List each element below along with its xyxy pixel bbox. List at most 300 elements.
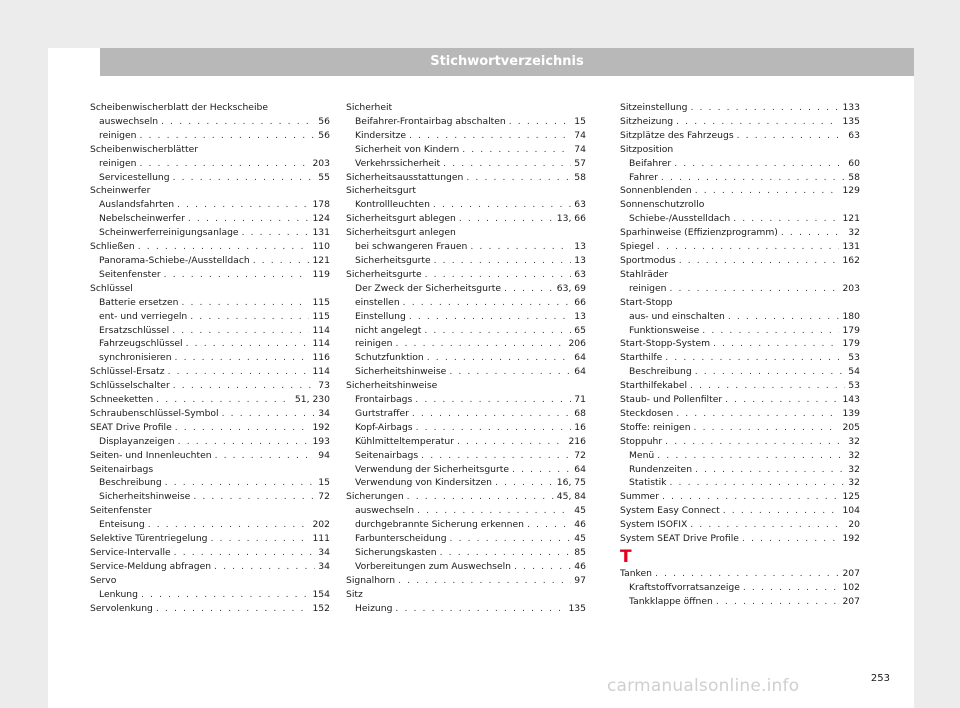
index-subentry bbox=[90, 476, 330, 490]
entry-page-ref: 45, 84 bbox=[556, 491, 586, 503]
dot-leader bbox=[177, 198, 309, 212]
dot-leader bbox=[457, 435, 565, 449]
dot-leader bbox=[690, 518, 845, 532]
entry-term: System SEAT Drive Profile bbox=[620, 533, 739, 545]
entry-page-ref: 178 bbox=[312, 199, 330, 211]
entry-term: Sitzeinstellung bbox=[620, 102, 688, 113]
index-heading: Sitzposition bbox=[620, 143, 674, 155]
dot-leader bbox=[175, 421, 310, 435]
dot-leader bbox=[665, 351, 845, 365]
dot-leader bbox=[193, 490, 315, 504]
entry-page-ref: 63 bbox=[848, 129, 860, 141]
entry-term: Kindersitze bbox=[355, 129, 407, 141]
index-subentry bbox=[620, 476, 860, 490]
entry-term: Sicherheitsgurte bbox=[346, 268, 422, 280]
index-entry bbox=[620, 407, 860, 421]
entry-term: Sonnenblenden bbox=[620, 185, 692, 197]
index-subentry bbox=[620, 310, 860, 324]
entry-page-ref: 129 bbox=[842, 185, 860, 197]
dot-leader bbox=[713, 337, 839, 351]
dot-leader bbox=[215, 449, 316, 463]
entry-term: Schlüsselschalter bbox=[90, 380, 170, 392]
entry-term: aus- und einschalten bbox=[629, 310, 725, 322]
index-subentry bbox=[346, 240, 586, 254]
index-column-1 bbox=[90, 101, 330, 616]
entry-term: Beschreibung bbox=[629, 366, 692, 378]
entry-page-ref: 121 bbox=[842, 213, 860, 225]
index-entry bbox=[620, 379, 860, 393]
index-subentry bbox=[346, 324, 586, 338]
index-entry bbox=[620, 532, 860, 546]
entry-term: Schutzfunktion bbox=[355, 352, 424, 364]
dot-leader bbox=[743, 581, 840, 595]
entry-term: Steckdosen bbox=[620, 407, 674, 419]
entry-term: Beschreibung bbox=[99, 477, 162, 489]
entry-page-ref: 45 bbox=[574, 505, 586, 517]
entry-term: Enteisung bbox=[99, 519, 145, 531]
index-column-2 bbox=[346, 101, 586, 616]
entry-term: Sportmodus bbox=[620, 254, 676, 266]
entry-term: Fahrer bbox=[629, 171, 658, 183]
entry-page-ref: 102 bbox=[842, 581, 860, 593]
index-subentry bbox=[346, 115, 586, 129]
entry-term: Panorama-Schiebe-/Ausstelldach bbox=[99, 254, 250, 266]
entry-page-ref: 63, 69 bbox=[556, 282, 586, 294]
entry-page-ref: 64 bbox=[574, 352, 586, 364]
index-entry bbox=[620, 351, 860, 365]
entry-term: Sicherungen bbox=[346, 491, 404, 503]
index-entry bbox=[346, 212, 586, 226]
index-heading: Servo bbox=[90, 574, 117, 586]
entry-page-ref: 116 bbox=[312, 352, 330, 364]
index-subentry bbox=[620, 282, 860, 296]
index-subentry bbox=[620, 365, 860, 379]
index-subentry bbox=[346, 546, 586, 560]
index-subentry bbox=[90, 337, 330, 351]
entry-term: Seiten- und Innenleuchten bbox=[90, 449, 212, 461]
entry-page-ref: 115 bbox=[312, 296, 330, 308]
index-subentry bbox=[620, 212, 860, 226]
index-subentry bbox=[90, 212, 330, 226]
entry-page-ref: 203 bbox=[312, 157, 330, 169]
index-entry bbox=[620, 115, 860, 129]
index-subentry bbox=[620, 595, 860, 609]
entry-term: Starthilfe bbox=[620, 352, 663, 364]
entry-term: Starthilfekabel bbox=[620, 380, 688, 392]
entry-term: Summer bbox=[620, 491, 659, 503]
entry-page-ref: 15 bbox=[574, 115, 586, 127]
entry-page-ref: 63 bbox=[574, 199, 586, 211]
dot-leader bbox=[434, 254, 572, 268]
index-entry bbox=[90, 532, 330, 546]
entry-term: Kraftstoffvorratsanzeige bbox=[629, 581, 740, 593]
entry-term: Schneeketten bbox=[90, 394, 154, 406]
dot-leader bbox=[139, 157, 309, 171]
entry-term: Selektive Türentriegelung bbox=[90, 533, 208, 545]
entry-page-ref: 55 bbox=[318, 171, 330, 183]
index-subentry bbox=[90, 490, 330, 504]
index-subentry bbox=[346, 560, 586, 574]
dot-leader bbox=[702, 324, 839, 338]
entry-page-ref: 13 bbox=[574, 310, 586, 322]
dot-leader bbox=[398, 574, 571, 588]
entry-page-ref: 180 bbox=[842, 310, 860, 322]
entry-page-ref: 114 bbox=[312, 338, 330, 350]
index-subentry bbox=[346, 143, 586, 157]
entry-term: Menü bbox=[629, 449, 655, 461]
entry-page-ref: 125 bbox=[842, 491, 860, 503]
dot-leader bbox=[173, 379, 316, 393]
index-entry bbox=[346, 171, 586, 185]
index-subentry bbox=[90, 198, 330, 212]
entry-term: einstellen bbox=[355, 296, 400, 308]
dot-leader bbox=[504, 282, 554, 296]
entry-page-ref: 13 bbox=[574, 254, 586, 266]
dot-leader bbox=[186, 337, 310, 351]
index-heading: Sitz bbox=[346, 588, 363, 600]
entry-page-ref: 110 bbox=[312, 241, 330, 253]
entry-term: Kontrollleuchten bbox=[355, 199, 430, 211]
entry-term: Schließen bbox=[90, 241, 135, 253]
entry-page-ref: 94 bbox=[318, 449, 330, 461]
entry-page-ref: 121 bbox=[312, 254, 330, 266]
index-heading: Sicherheitshinweise bbox=[346, 380, 438, 392]
entry-page-ref: 124 bbox=[312, 213, 330, 225]
entry-term: Beifahrer-Frontairbag abschalten bbox=[355, 115, 506, 127]
dot-leader bbox=[161, 115, 315, 129]
index-heading: Sicherheitsgurt anlegen bbox=[346, 227, 456, 239]
dot-leader bbox=[433, 198, 571, 212]
index-heading: Start-Stopp bbox=[620, 296, 673, 308]
index-entry bbox=[620, 184, 860, 198]
index-heading: Seitenairbags bbox=[90, 463, 154, 475]
index-entry bbox=[620, 518, 860, 532]
index-heading: Scheinwerfer bbox=[90, 185, 151, 197]
index-heading: Stahlräder bbox=[620, 268, 669, 280]
entry-term: SEAT Drive Profile bbox=[90, 421, 172, 433]
index-subentry bbox=[620, 324, 860, 338]
dot-leader bbox=[165, 476, 316, 490]
index-subentry bbox=[90, 171, 330, 185]
index-entry bbox=[620, 567, 860, 581]
dot-leader bbox=[728, 310, 840, 324]
dot-leader bbox=[168, 365, 310, 379]
dot-leader bbox=[211, 532, 310, 546]
index-subentry bbox=[346, 337, 586, 351]
index-subentry bbox=[90, 254, 330, 268]
entry-term: Sicherheitsausstattungen bbox=[346, 171, 464, 183]
entry-page-ref: 207 bbox=[842, 568, 860, 579]
dot-leader bbox=[181, 296, 309, 310]
section-title: Stichwortverzeichnis bbox=[430, 54, 584, 69]
entry-term: Schlüssel-Ersatz bbox=[90, 366, 165, 378]
index-subentry bbox=[346, 296, 586, 310]
entry-page-ref: 32 bbox=[848, 463, 860, 475]
dot-leader bbox=[425, 268, 572, 282]
entry-term: Farbunterscheidung bbox=[355, 533, 447, 545]
entry-page-ref: 192 bbox=[842, 533, 860, 545]
dot-leader bbox=[495, 476, 554, 490]
entry-page-ref: 65 bbox=[574, 324, 586, 336]
entry-page-ref: 15 bbox=[318, 477, 330, 489]
entry-page-ref: 114 bbox=[312, 366, 330, 378]
entry-term: Sparhinweise (Effizienzprogramm) bbox=[620, 227, 778, 239]
entry-page-ref: 192 bbox=[312, 421, 330, 433]
entry-page-ref: 179 bbox=[842, 324, 860, 336]
dot-leader bbox=[450, 532, 572, 546]
entry-page-ref: 34 bbox=[318, 547, 330, 558]
dot-leader bbox=[440, 546, 572, 560]
entry-page-ref: 97 bbox=[574, 574, 586, 586]
entry-term: Ersatzschlüssel bbox=[99, 324, 170, 336]
dot-leader bbox=[459, 212, 554, 226]
entry-term: Sicherheitsgurte bbox=[355, 254, 431, 266]
index-subentry bbox=[346, 157, 586, 171]
dot-leader bbox=[415, 393, 571, 407]
dot-leader bbox=[407, 490, 554, 504]
dot-leader bbox=[716, 595, 840, 609]
dot-leader bbox=[424, 324, 571, 338]
index-heading: Scheibenwischerblätter bbox=[90, 143, 199, 155]
dot-leader bbox=[164, 268, 310, 282]
dot-leader bbox=[395, 602, 565, 616]
dot-leader bbox=[214, 560, 315, 574]
index-subentry bbox=[90, 268, 330, 282]
entry-page-ref: 16, 75 bbox=[556, 477, 586, 489]
dot-leader bbox=[421, 449, 571, 463]
entry-term: Einstellung bbox=[355, 310, 406, 322]
entry-term: durchgebrannte Sicherung erkennen bbox=[355, 519, 524, 531]
index-heading: Sonnenschutzrollo bbox=[620, 199, 705, 211]
entry-page-ref: 34 bbox=[318, 560, 330, 572]
dot-leader bbox=[139, 129, 315, 143]
watermark: carmanualsonline.info bbox=[607, 676, 800, 696]
entry-page-ref: 162 bbox=[842, 254, 860, 266]
dot-leader bbox=[462, 143, 571, 157]
section-header bbox=[100, 48, 914, 76]
index-subentry bbox=[620, 171, 860, 185]
dot-leader bbox=[409, 129, 571, 143]
entry-page-ref: 85 bbox=[574, 547, 586, 558]
index-entry bbox=[90, 379, 330, 393]
entry-term: Kopf-Airbags bbox=[355, 421, 413, 433]
entry-page-ref: 46 bbox=[574, 519, 586, 531]
index-entry bbox=[620, 226, 860, 240]
index-entry bbox=[620, 393, 860, 407]
entry-page-ref: 179 bbox=[842, 338, 860, 350]
entry-page-ref: 154 bbox=[312, 588, 330, 600]
dot-leader bbox=[690, 101, 839, 115]
entry-page-ref: 193 bbox=[312, 435, 330, 447]
index-entry bbox=[90, 560, 330, 574]
index-letter: T bbox=[620, 547, 632, 567]
entry-page-ref: 133 bbox=[842, 102, 860, 113]
index-subentry bbox=[346, 421, 586, 435]
index-column-3 bbox=[620, 101, 860, 609]
entry-page-ref: 53 bbox=[848, 380, 860, 392]
entry-page-ref: 54 bbox=[848, 366, 860, 378]
index-subentry bbox=[90, 324, 330, 338]
entry-page-ref: 20 bbox=[848, 519, 860, 531]
entry-term: bei schwangeren Frauen bbox=[355, 241, 468, 253]
dot-leader bbox=[188, 212, 310, 226]
index-subentry bbox=[90, 296, 330, 310]
entry-term: Tankklappe öffnen bbox=[629, 595, 713, 607]
entry-page-ref: 34 bbox=[318, 407, 330, 419]
index-entry bbox=[90, 365, 330, 379]
index-entry bbox=[90, 546, 330, 560]
entry-page-ref: 32 bbox=[848, 435, 860, 447]
index-subentry bbox=[346, 393, 586, 407]
entry-page-ref: 56 bbox=[318, 129, 330, 141]
dot-leader bbox=[172, 324, 309, 338]
entry-page-ref: 111 bbox=[312, 533, 330, 545]
dot-leader bbox=[655, 567, 839, 581]
index-subentry bbox=[346, 449, 586, 463]
entry-page-ref: 32 bbox=[848, 477, 860, 489]
dot-leader bbox=[723, 504, 840, 518]
entry-term: Fahrzeugschlüssel bbox=[99, 338, 183, 350]
index-page bbox=[48, 48, 914, 708]
entry-page-ref: 68 bbox=[574, 407, 586, 419]
index-subentry bbox=[346, 407, 586, 421]
index-entry bbox=[620, 421, 860, 435]
dot-leader bbox=[443, 157, 571, 171]
entry-page-ref: 32 bbox=[848, 449, 860, 461]
dot-leader bbox=[733, 212, 839, 226]
entry-page-ref: 207 bbox=[842, 595, 860, 607]
dot-leader bbox=[676, 115, 839, 129]
entry-page-ref: 64 bbox=[574, 463, 586, 475]
index-subentry bbox=[346, 198, 586, 212]
dot-leader bbox=[141, 588, 310, 602]
entry-term: nicht angelegt bbox=[355, 324, 422, 336]
entry-page-ref: 57 bbox=[574, 157, 586, 169]
entry-page-ref: 32 bbox=[848, 227, 860, 239]
entry-page-ref: 131 bbox=[312, 227, 330, 239]
entry-term: ent- und verriegeln bbox=[99, 310, 188, 322]
dot-leader bbox=[470, 240, 571, 254]
dot-leader bbox=[694, 421, 840, 435]
dot-leader bbox=[514, 560, 571, 574]
entry-term: Displayanzeigen bbox=[99, 435, 175, 447]
dot-leader bbox=[676, 407, 839, 421]
entry-page-ref: 74 bbox=[574, 129, 586, 141]
entry-term: synchronisieren bbox=[99, 352, 172, 364]
entry-page-ref: 56 bbox=[318, 115, 330, 127]
entry-page-ref: 139 bbox=[842, 407, 860, 419]
entry-page-ref: 205 bbox=[842, 421, 860, 433]
dot-leader bbox=[509, 115, 572, 129]
entry-page-ref: 51, 230 bbox=[294, 394, 330, 406]
dot-leader bbox=[695, 463, 845, 477]
entry-term: Servolenkung bbox=[90, 602, 153, 614]
entry-term: reinigen bbox=[99, 157, 137, 169]
dot-leader bbox=[674, 157, 845, 171]
entry-page-ref: 71 bbox=[574, 394, 586, 406]
entry-term: Sitzplätze des Fahrzeugs bbox=[620, 129, 734, 141]
entry-term: Gurtstraffer bbox=[355, 407, 409, 419]
index-subentry bbox=[90, 351, 330, 365]
entry-term: Statistik bbox=[629, 477, 667, 489]
index-subentry bbox=[346, 129, 586, 143]
entry-term: System Easy Connect bbox=[620, 505, 720, 517]
index-entry bbox=[346, 574, 586, 588]
entry-term: Verwendung von Kindersitzen bbox=[355, 477, 492, 489]
entry-term: Seitenfenster bbox=[99, 268, 161, 280]
index-entry bbox=[620, 129, 860, 143]
dot-leader bbox=[417, 504, 571, 518]
index-subentry bbox=[346, 365, 586, 379]
entry-page-ref: 64 bbox=[574, 366, 586, 378]
index-subentry bbox=[346, 435, 586, 449]
entry-term: Sicherheitshinweise bbox=[99, 491, 191, 503]
dot-leader bbox=[669, 476, 845, 490]
entry-page-ref: 119 bbox=[312, 268, 330, 280]
index-entry bbox=[620, 435, 860, 449]
dot-leader bbox=[695, 184, 840, 198]
index-entry bbox=[620, 490, 860, 504]
page-number: 253 bbox=[870, 673, 890, 684]
entry-page-ref: 206 bbox=[568, 338, 586, 350]
entry-term: Funktionsweise bbox=[629, 324, 700, 336]
index-subentry bbox=[90, 129, 330, 143]
dot-leader bbox=[174, 546, 316, 560]
entry-term: auswechseln bbox=[99, 115, 159, 127]
index-subentry bbox=[90, 435, 330, 449]
dot-leader bbox=[737, 129, 846, 143]
index-subentry bbox=[346, 476, 586, 490]
index-entry bbox=[90, 421, 330, 435]
entry-term: Start-Stopp-System bbox=[620, 338, 711, 350]
entry-page-ref: 13, 66 bbox=[556, 213, 586, 225]
index-subentry bbox=[346, 254, 586, 268]
dot-leader bbox=[781, 226, 845, 240]
dot-leader bbox=[695, 365, 846, 379]
entry-term: Servicestellung bbox=[99, 171, 170, 183]
entry-term: Seitenairbags bbox=[355, 449, 419, 461]
index-subentry bbox=[90, 157, 330, 171]
index-subentry bbox=[346, 602, 586, 616]
dot-leader bbox=[661, 171, 845, 185]
entry-page-ref: 60 bbox=[848, 157, 860, 169]
entry-term: Auslandsfahrten bbox=[99, 199, 175, 211]
entry-term: Beifahrer bbox=[629, 157, 672, 169]
entry-page-ref: 58 bbox=[574, 171, 586, 183]
entry-page-ref: 216 bbox=[568, 435, 586, 447]
dot-leader bbox=[690, 379, 845, 393]
index-entry bbox=[620, 337, 860, 351]
entry-term: Batterie ersetzen bbox=[99, 296, 179, 308]
index-subentry bbox=[90, 115, 330, 129]
entry-term: Sitzheizung bbox=[620, 115, 674, 127]
entry-page-ref: 203 bbox=[842, 282, 860, 294]
dot-leader bbox=[669, 282, 839, 296]
dot-leader bbox=[665, 435, 845, 449]
entry-term: Staub- und Pollenfilter bbox=[620, 394, 723, 406]
entry-page-ref: 63 bbox=[574, 268, 586, 280]
entry-page-ref: 73 bbox=[318, 380, 330, 392]
index-subentry bbox=[346, 310, 586, 324]
entry-page-ref: 152 bbox=[312, 602, 330, 614]
index-entry bbox=[620, 240, 860, 254]
entry-term: System ISOFIX bbox=[620, 519, 688, 531]
entry-page-ref: 114 bbox=[312, 324, 330, 336]
index-subentry bbox=[346, 351, 586, 365]
entry-page-ref: 115 bbox=[312, 310, 330, 322]
entry-page-ref: 131 bbox=[842, 241, 860, 253]
dot-leader bbox=[409, 310, 571, 324]
